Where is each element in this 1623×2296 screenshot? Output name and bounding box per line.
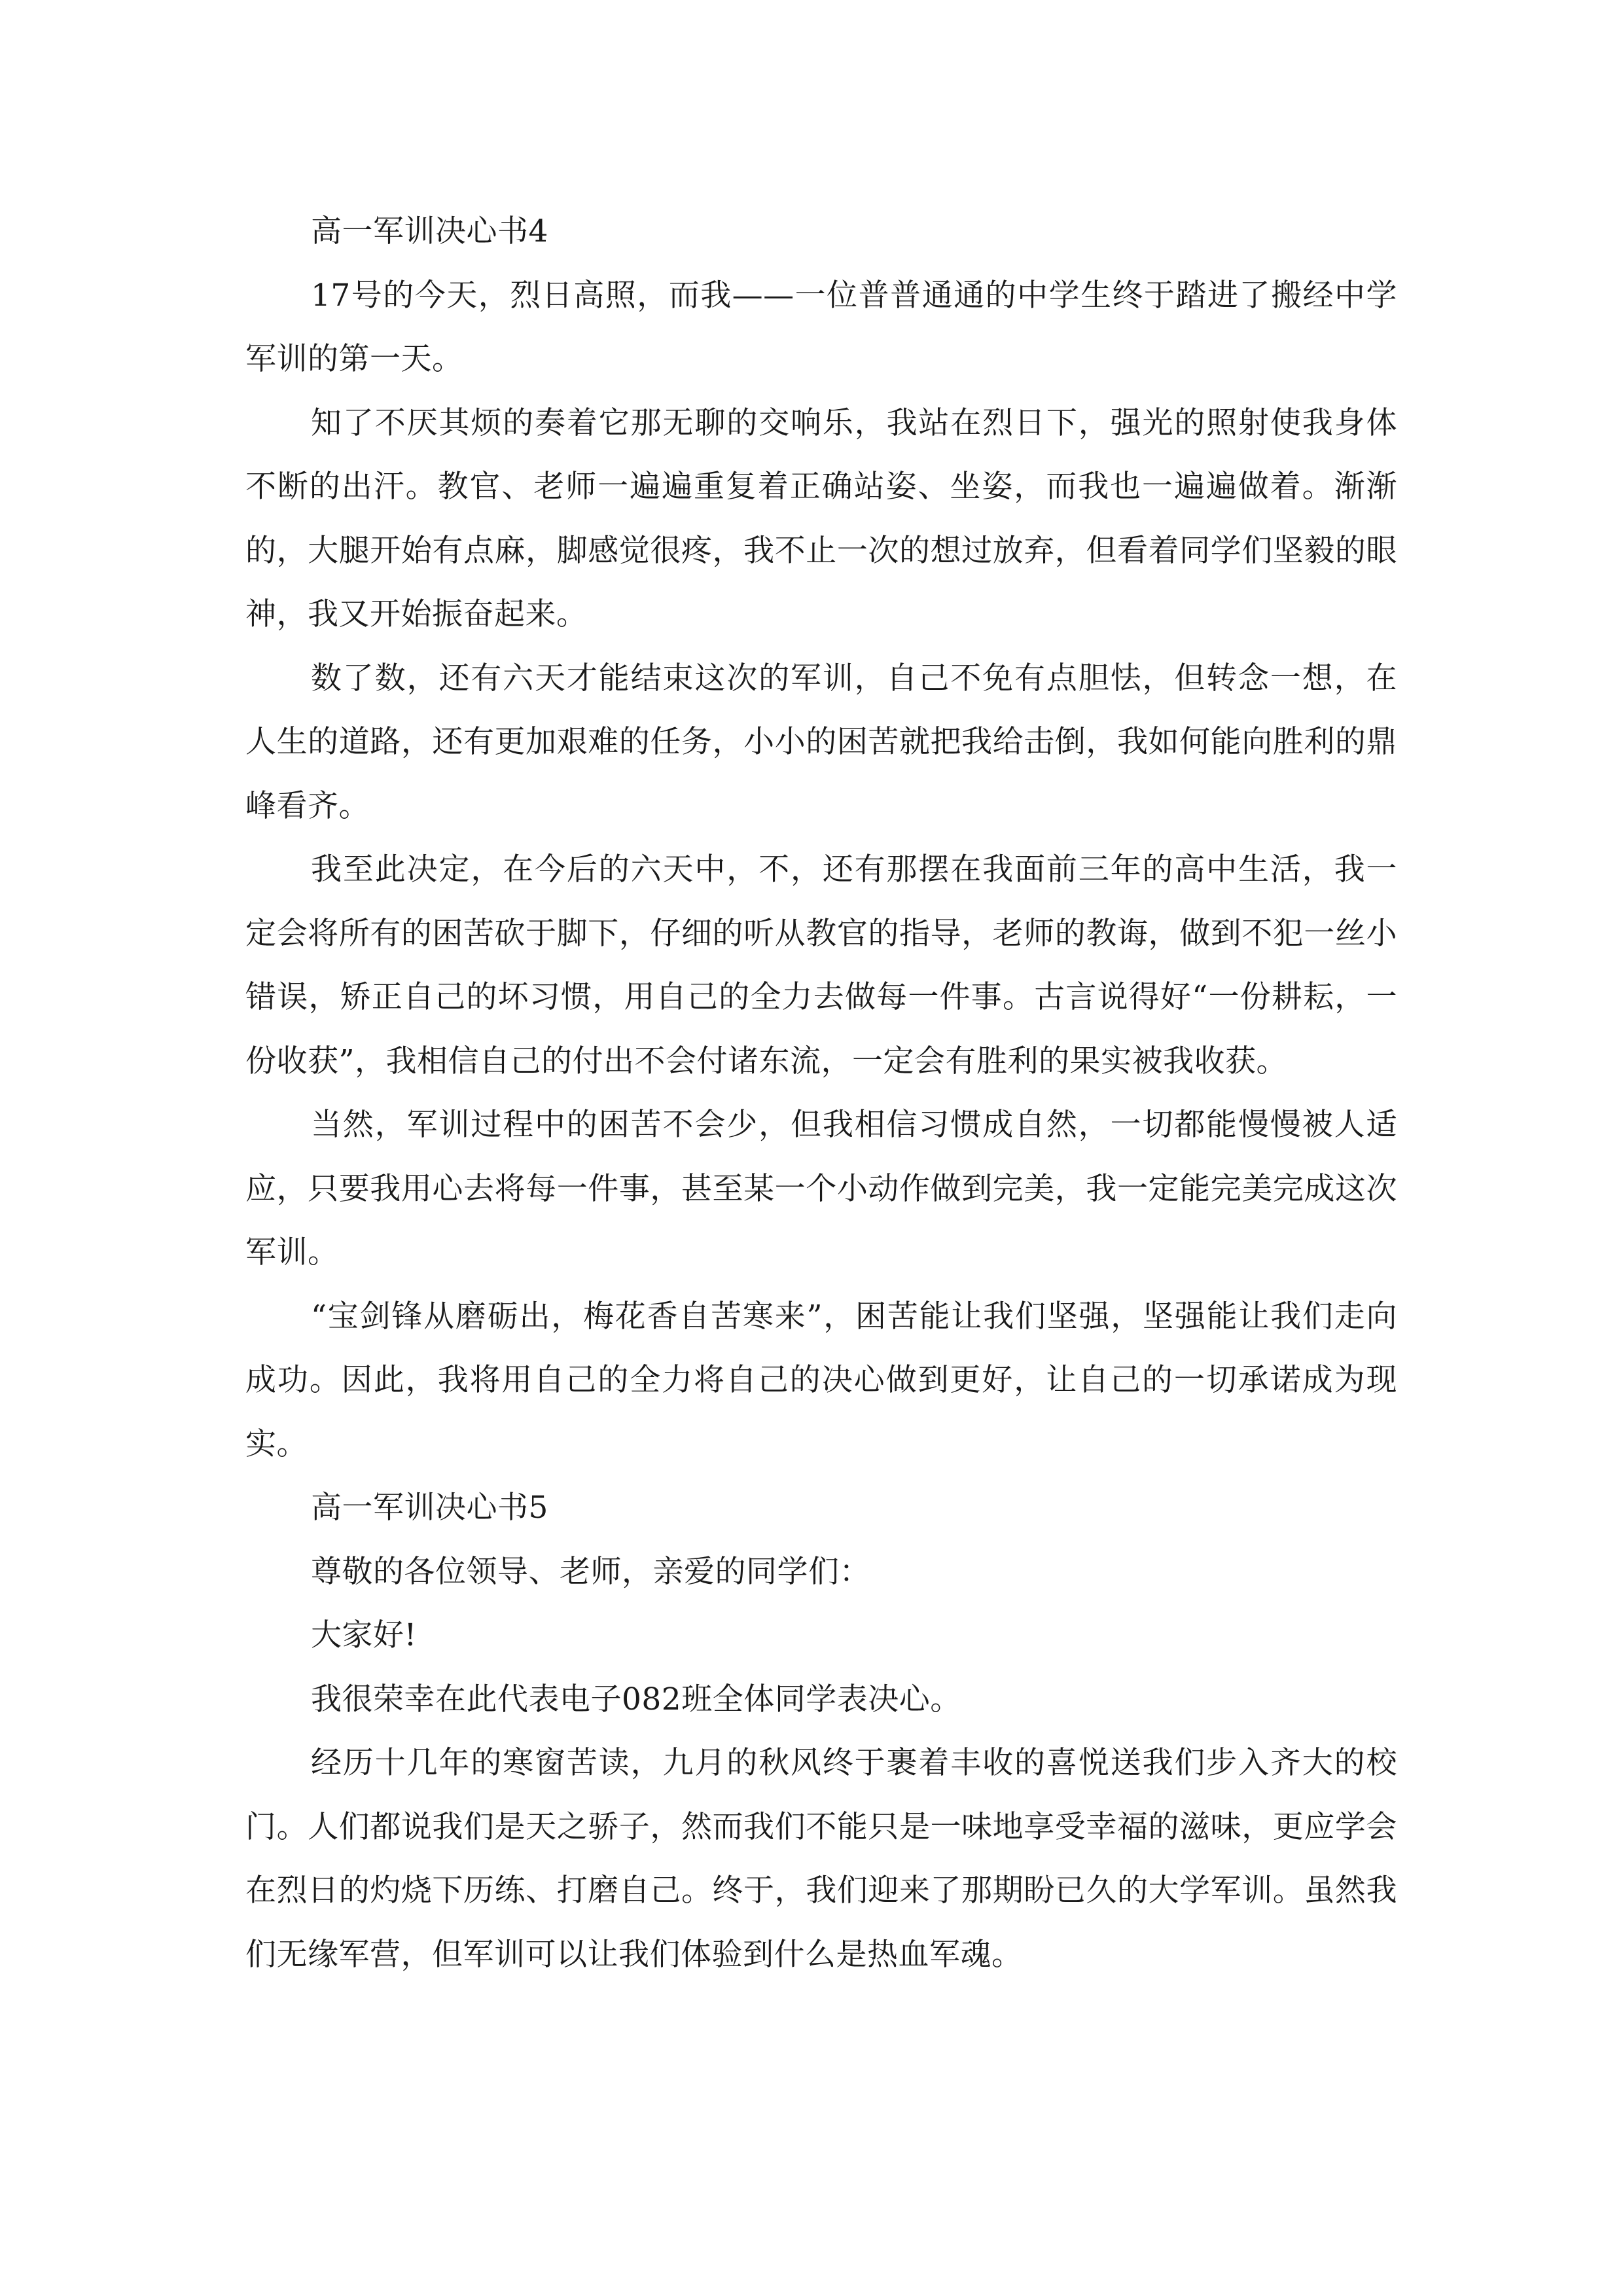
section-heading-5: 高一军训决心书5 <box>311 1490 548 1526</box>
paragraph: 大家好! <box>311 1617 417 1653</box>
paragraph: 知了不厌其烦的奏着它那无聊的交响乐，我站在烈日下，强光的照射使我身体不断的出汗。教官、老师一遍遍重复着正确站姿、坐姿，而我也一遍遍做着。渐渐的，大腿开始有点麻，脚感觉很疼，我不止一次的想过放弃，但看着同学们坚毅的眼神，我又开始振奋起来。 <box>245 404 1397 632</box>
section-heading-4: 高一军训决心书4 <box>311 213 548 249</box>
paragraph: 17号的今天，烈日高照，而我——一位普普通通的中学生终于踏进了搬经中学军训的第一天。 <box>245 277 1397 377</box>
paragraph: 尊敬的各位领导、老师，亲爱的同学们： <box>311 1553 870 1590</box>
paragraph: 数了数，还有六天才能结束这次的军训，自己不免有点胆怯，但转念一想，在人生的道路，还有更加艰难的任务，小小的困苦就把我给击倒，我如何能向胜利的鼎峰看齐。 <box>245 660 1397 824</box>
document-body <box>245 200 1397 1986</box>
paragraph: 经历十几年的寒窗苦读，九月的秋风终于裹着丰收的喜悦送我们步入齐大的校门。人们都说我们是天之骄子，然而我们不能只是一味地享受幸福的滋味，更应学会在烈日的灼烧下历练、打磨自己。终于，我们迎来了那期盼已久的大学军训。虽然我们无缘军营，但军训可以让我们体验到什么是热血军魂。 <box>245 1745 1397 1973</box>
paragraph: 我至此决定，在今后的六天中，不，还有那摆在我面前三年的高中生活，我一定会将所有的困苦砍于脚下，仔细的听从教官的指导，老师的教诲，做到不犯一丝小错误，矫正自己的坏习惯，用自己的全力去做每一件事。古言说得好“一份耕耘，一份收获”，我相信自己的付出不会付诸东流，一定会有胜利的果实被我收获。 <box>245 852 1397 1079</box>
paragraph: 我很荣幸在此代表电子082班全体同学表决心。 <box>311 1681 961 1717</box>
paragraph: 当然，军训过程中的困苦不会少，但我相信习惯成自然，一切都能慢慢被人适应，只要我用心去将每一件事，甚至某一个小动作做到完美，我一定能完美完成这次军训。 <box>245 1107 1397 1270</box>
paragraph: “宝剑锋从磨砺出，梅花香自苦寒来”，困苦能让我们坚强，坚强能让我们走向成功。因此，我将用自己的全力将自己的决心做到更好，让自己的一切承诺成为现实。 <box>245 1298 1397 1462</box>
